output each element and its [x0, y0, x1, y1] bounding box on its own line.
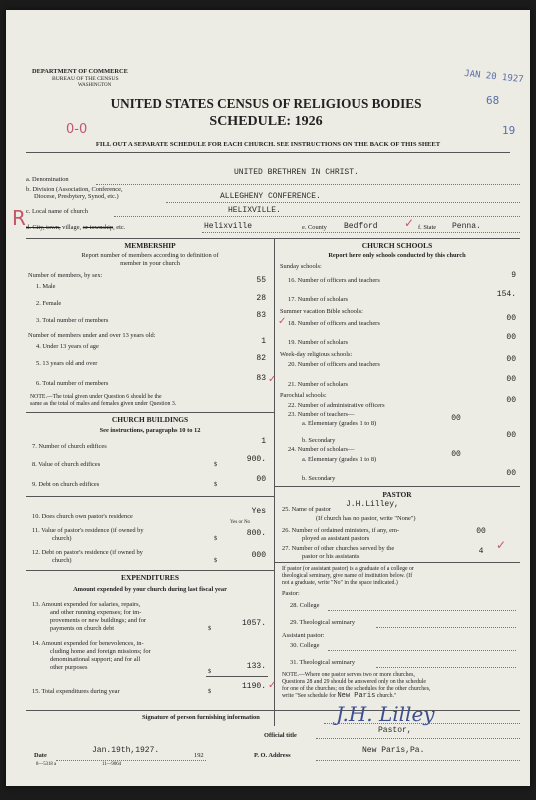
q12-label-2: church): [52, 557, 72, 564]
pencil-check-mark: R: [12, 206, 26, 230]
q4-value: 1: [261, 337, 266, 346]
q5-label: 5. 13 years old and over: [36, 360, 98, 367]
q11-label-2: church): [52, 535, 72, 542]
q13-value: 1057.: [241, 619, 266, 628]
q12-value: 000: [251, 551, 266, 560]
q28-label: 28. College: [290, 602, 320, 609]
denomination-label: a. Denomination: [26, 176, 69, 183]
q8-label: 8. Value of church edifices: [32, 461, 101, 468]
q22-value: 00: [506, 396, 516, 405]
pencil-tick-q6: ✓: [268, 374, 277, 385]
q23b-value: 00: [506, 431, 516, 440]
q13-dollar: $: [208, 625, 212, 632]
q13-label-2: and other running expenses; for im-: [50, 609, 142, 616]
q1-label: 1. Male: [36, 283, 56, 290]
q12-label: 12. Debt on pastor's residence (if owned by: [32, 549, 143, 556]
q14-label: 14. Amount expended for benevolences, in-: [32, 640, 144, 647]
q26-label: 26. Number of ordained ministers, if any, em-: [282, 527, 400, 534]
q24a-label: a. Elementary (grades 1 to 8): [302, 456, 377, 463]
q6-value: 83: [256, 374, 266, 383]
local-name-label: c. Local name of church: [26, 208, 88, 215]
membership-intro: Report number of members according to definition of: [81, 252, 219, 259]
q2-value: 28: [256, 294, 266, 303]
q23-label: 23. Number of teachers—: [288, 411, 355, 418]
form-instruction: FILL OUT A SEPARATE SCHEDULE FOR EACH CHURCH. SEE INSTRUCTIONS ON THE BACK OF THIS SHEET: [95, 141, 441, 148]
form-title: UNITED STATES CENSUS OF RELIGIOUS BODIES: [110, 96, 422, 111]
q2-label: 2. Female: [36, 300, 62, 307]
q24b-label: b. Secondary: [302, 475, 336, 482]
buildings-intro: See instructions, paragraphs 10 to 12: [99, 427, 201, 434]
q31-label: 31. Theological seminary: [290, 659, 356, 666]
q22-label: 22. Number of administrative officers: [288, 402, 385, 409]
local-name-value: HELIXVILLE.: [228, 206, 281, 215]
q27-label: 27. Number of other churches served by the: [282, 545, 395, 552]
q9-value: 00: [256, 475, 266, 484]
q8-dollar: $: [214, 461, 218, 468]
q9-label: 9. Debt on church edifices: [32, 481, 100, 488]
q19-value: 00: [506, 333, 516, 342]
q16-value: 9: [511, 271, 516, 280]
form-code-2: 11—9064: [102, 762, 122, 767]
q12-dollar: $: [214, 557, 218, 564]
q26-value: 00: [476, 527, 486, 536]
stamp-number-2: 19: [502, 124, 516, 137]
q4-label: 4. Under 13 years of age: [36, 343, 99, 350]
q14-label-2: cluding home and foreign missions; for: [50, 648, 151, 655]
date-suffix: 192: [194, 752, 204, 759]
graduate-instruction: If pastor (or assistant pastor) is a graduate of a college or: [282, 566, 414, 572]
q16-label: 16. Number of officers and teachers: [288, 277, 380, 284]
q9-dollar: $: [214, 481, 218, 488]
q18-value: 00: [506, 314, 516, 323]
summer-schools-label: Summer vacation Bible schools:: [280, 308, 363, 315]
county-value: Bedford: [344, 222, 378, 231]
village-value: Helixville: [204, 222, 253, 231]
pastor-title: PASTOR: [382, 490, 412, 499]
by-sex-label: Number of members, by sex:: [28, 272, 103, 279]
signature-label: Signature of person furnishing information: [142, 714, 260, 721]
q15-dollar: $: [208, 688, 212, 695]
age-intro-label: Number of members under and over 13 years old:: [28, 332, 156, 339]
membership-note: NOTE.—The total given under Question 6 should be the: [30, 394, 162, 400]
q13-label-3: provements or new buildings; and for: [50, 617, 147, 624]
q26-label-2: ployed as assistant pastors: [302, 535, 370, 542]
dept-name: DEPARTMENT OF COMMERCE: [32, 68, 128, 75]
q18-label: 18. Number of officers and teachers: [288, 320, 380, 327]
q1-value: 55: [256, 276, 266, 285]
q17-value: 154.: [496, 290, 516, 299]
official-title-value: Pastor,: [378, 726, 412, 735]
membership-note-2: same as the total of males and females given under Question 3.: [30, 401, 177, 407]
division-value: ALLEGHENY CONFERENCE.: [220, 192, 321, 201]
q13-label-4: payments on church debt: [50, 625, 115, 632]
form-code: 8—5318 a: [36, 762, 57, 767]
q14-dollar: $: [208, 668, 212, 675]
stamp-number: 68: [486, 94, 500, 107]
q24-label: 24. Number of scholars—: [288, 446, 355, 453]
q7-value: 1: [261, 437, 266, 446]
q30-label: 30. College: [290, 642, 320, 649]
q25-value: J.H.Lilley,: [346, 500, 399, 509]
date-value: Jan.19th,1927.: [92, 746, 160, 755]
pastor-subhead: Pastor:: [282, 590, 300, 597]
q5-value: 82: [256, 354, 266, 363]
q20-value: 00: [506, 355, 516, 364]
q15-label: 15. Total expenditures during year: [32, 688, 120, 695]
q10-label: 10. Does church own pastor's residence: [32, 513, 133, 520]
q11-value: 800.: [246, 529, 266, 538]
bureau-city: WASHINGTON: [78, 83, 112, 88]
q20-label: 20. Number of officers and teachers: [288, 361, 380, 368]
denomination-value: UNITED BRETHREN IN CHRIST.: [234, 168, 359, 177]
bureau-name: BUREAU OF THE CENSUS: [52, 76, 119, 82]
q23a-value: 00: [451, 414, 461, 423]
q8-value: 900.: [246, 455, 266, 464]
q14-label-4: other purposes: [50, 664, 88, 671]
q13-label: 13. Amount expended for salaries, repairs,: [32, 601, 141, 608]
division-label: b. Division (Association, Conference,: [26, 186, 123, 193]
graduate-instruction-2: theological seminary, give name of institution below. (If: [282, 573, 413, 579]
division-label-2: Diocese, Presbytery, Synod, etc.): [34, 193, 119, 200]
q27-label-2: pastor or his assistants: [302, 553, 360, 560]
q14-value: 133.: [246, 662, 266, 671]
q14-label-3: denominational support; and for all: [50, 656, 141, 663]
pencil-mark: 0-0: [66, 122, 88, 137]
pastor-note: NOTE.—Where one pastor serves two or more churches,: [282, 672, 415, 678]
q24a-value: 00: [451, 450, 461, 459]
pastor-note-2: Questions 28 and 29 should be answered only on the schedule: [282, 679, 426, 685]
state-label: f. State: [418, 224, 437, 231]
pastor-signature: J.H. Lilley: [336, 702, 435, 726]
q3-value: 83: [256, 311, 266, 320]
q11-dollar: $: [214, 535, 218, 542]
q11-label: 11. Value of pastor's residence (if owned by: [32, 527, 144, 534]
state-value: Penna.: [452, 222, 481, 231]
membership-intro-2: member in your church: [120, 260, 180, 267]
q3-label: 3. Total number of members: [36, 317, 109, 324]
q6-label: 6. Total number of members: [36, 380, 109, 387]
q7-label: 7. Number of church edifices: [32, 443, 107, 450]
schools-title: CHURCH SCHOOLS: [361, 241, 433, 250]
date-label: Date: [34, 752, 47, 759]
pastor-note-3: for one of the churches; on the schedules for the other churches,: [282, 686, 431, 692]
q27-value: 4: [478, 547, 484, 556]
membership-title: MEMBERSHIP: [124, 241, 176, 250]
q15-value: 1190.: [241, 682, 266, 691]
pastor-note-4: write "See schedule for New Paris church.": [282, 692, 397, 700]
q21-value: 00: [506, 375, 516, 384]
form-subtitle: SCHEDULE: 1926: [209, 114, 323, 129]
po-address-value: New Paris,Pa.: [362, 746, 425, 755]
received-date-stamp: JAN 20 1927: [463, 68, 524, 86]
buildings-title: CHURCH BUILDINGS: [111, 415, 189, 424]
po-address-label: P. O. Address: [254, 752, 291, 759]
pencil-tick-q3: ✓: [278, 316, 287, 327]
sunday-schools-label: Sunday schools:: [280, 263, 322, 270]
official-title-label: Official title: [264, 732, 297, 739]
q24b-value: 00: [506, 469, 516, 478]
graduate-instruction-3: not a graduate, write "No" in the space indicated.): [282, 580, 398, 586]
q19-label: 19. Number of scholars: [288, 339, 348, 346]
q17-label: 17. Number of scholars: [288, 296, 348, 303]
q23a-label: a. Elementary (grades 1 to 8): [302, 420, 377, 427]
weekday-schools-label: Week-day religious schools:: [280, 351, 353, 358]
q10-value: Yes: [251, 507, 266, 516]
census-schedule-sheet: [6, 10, 530, 786]
pencil-tick-county: ✓: [404, 216, 415, 230]
yes-no-hint: Yes or No: [230, 520, 251, 525]
parochial-schools-label: Parochial schools:: [280, 392, 327, 399]
location-label: d. City, town, village, or township, etc.: [26, 224, 126, 231]
expenditures-title: EXPENDITURES: [121, 573, 179, 582]
county-label: e. County: [302, 224, 327, 231]
q23b-label: b. Secondary: [302, 437, 336, 444]
pencil-tick-q15: ✓: [268, 680, 277, 691]
schools-intro: Report here only schools conducted by this church: [328, 252, 466, 259]
q25-label: 25. Name of pastor: [282, 506, 331, 513]
asst-pastor-subhead: Assistant pastor:: [282, 632, 325, 639]
q29-label: 29. Theological seminary: [290, 619, 356, 626]
q25-note: (If church has no pastor, write "None"): [316, 515, 416, 522]
expenditures-intro: Amount expended by your church during last fiscal year: [73, 586, 227, 593]
q21-label: 21. Number of scholars: [288, 381, 348, 388]
pencil-tick-q27: ✓: [496, 538, 507, 552]
